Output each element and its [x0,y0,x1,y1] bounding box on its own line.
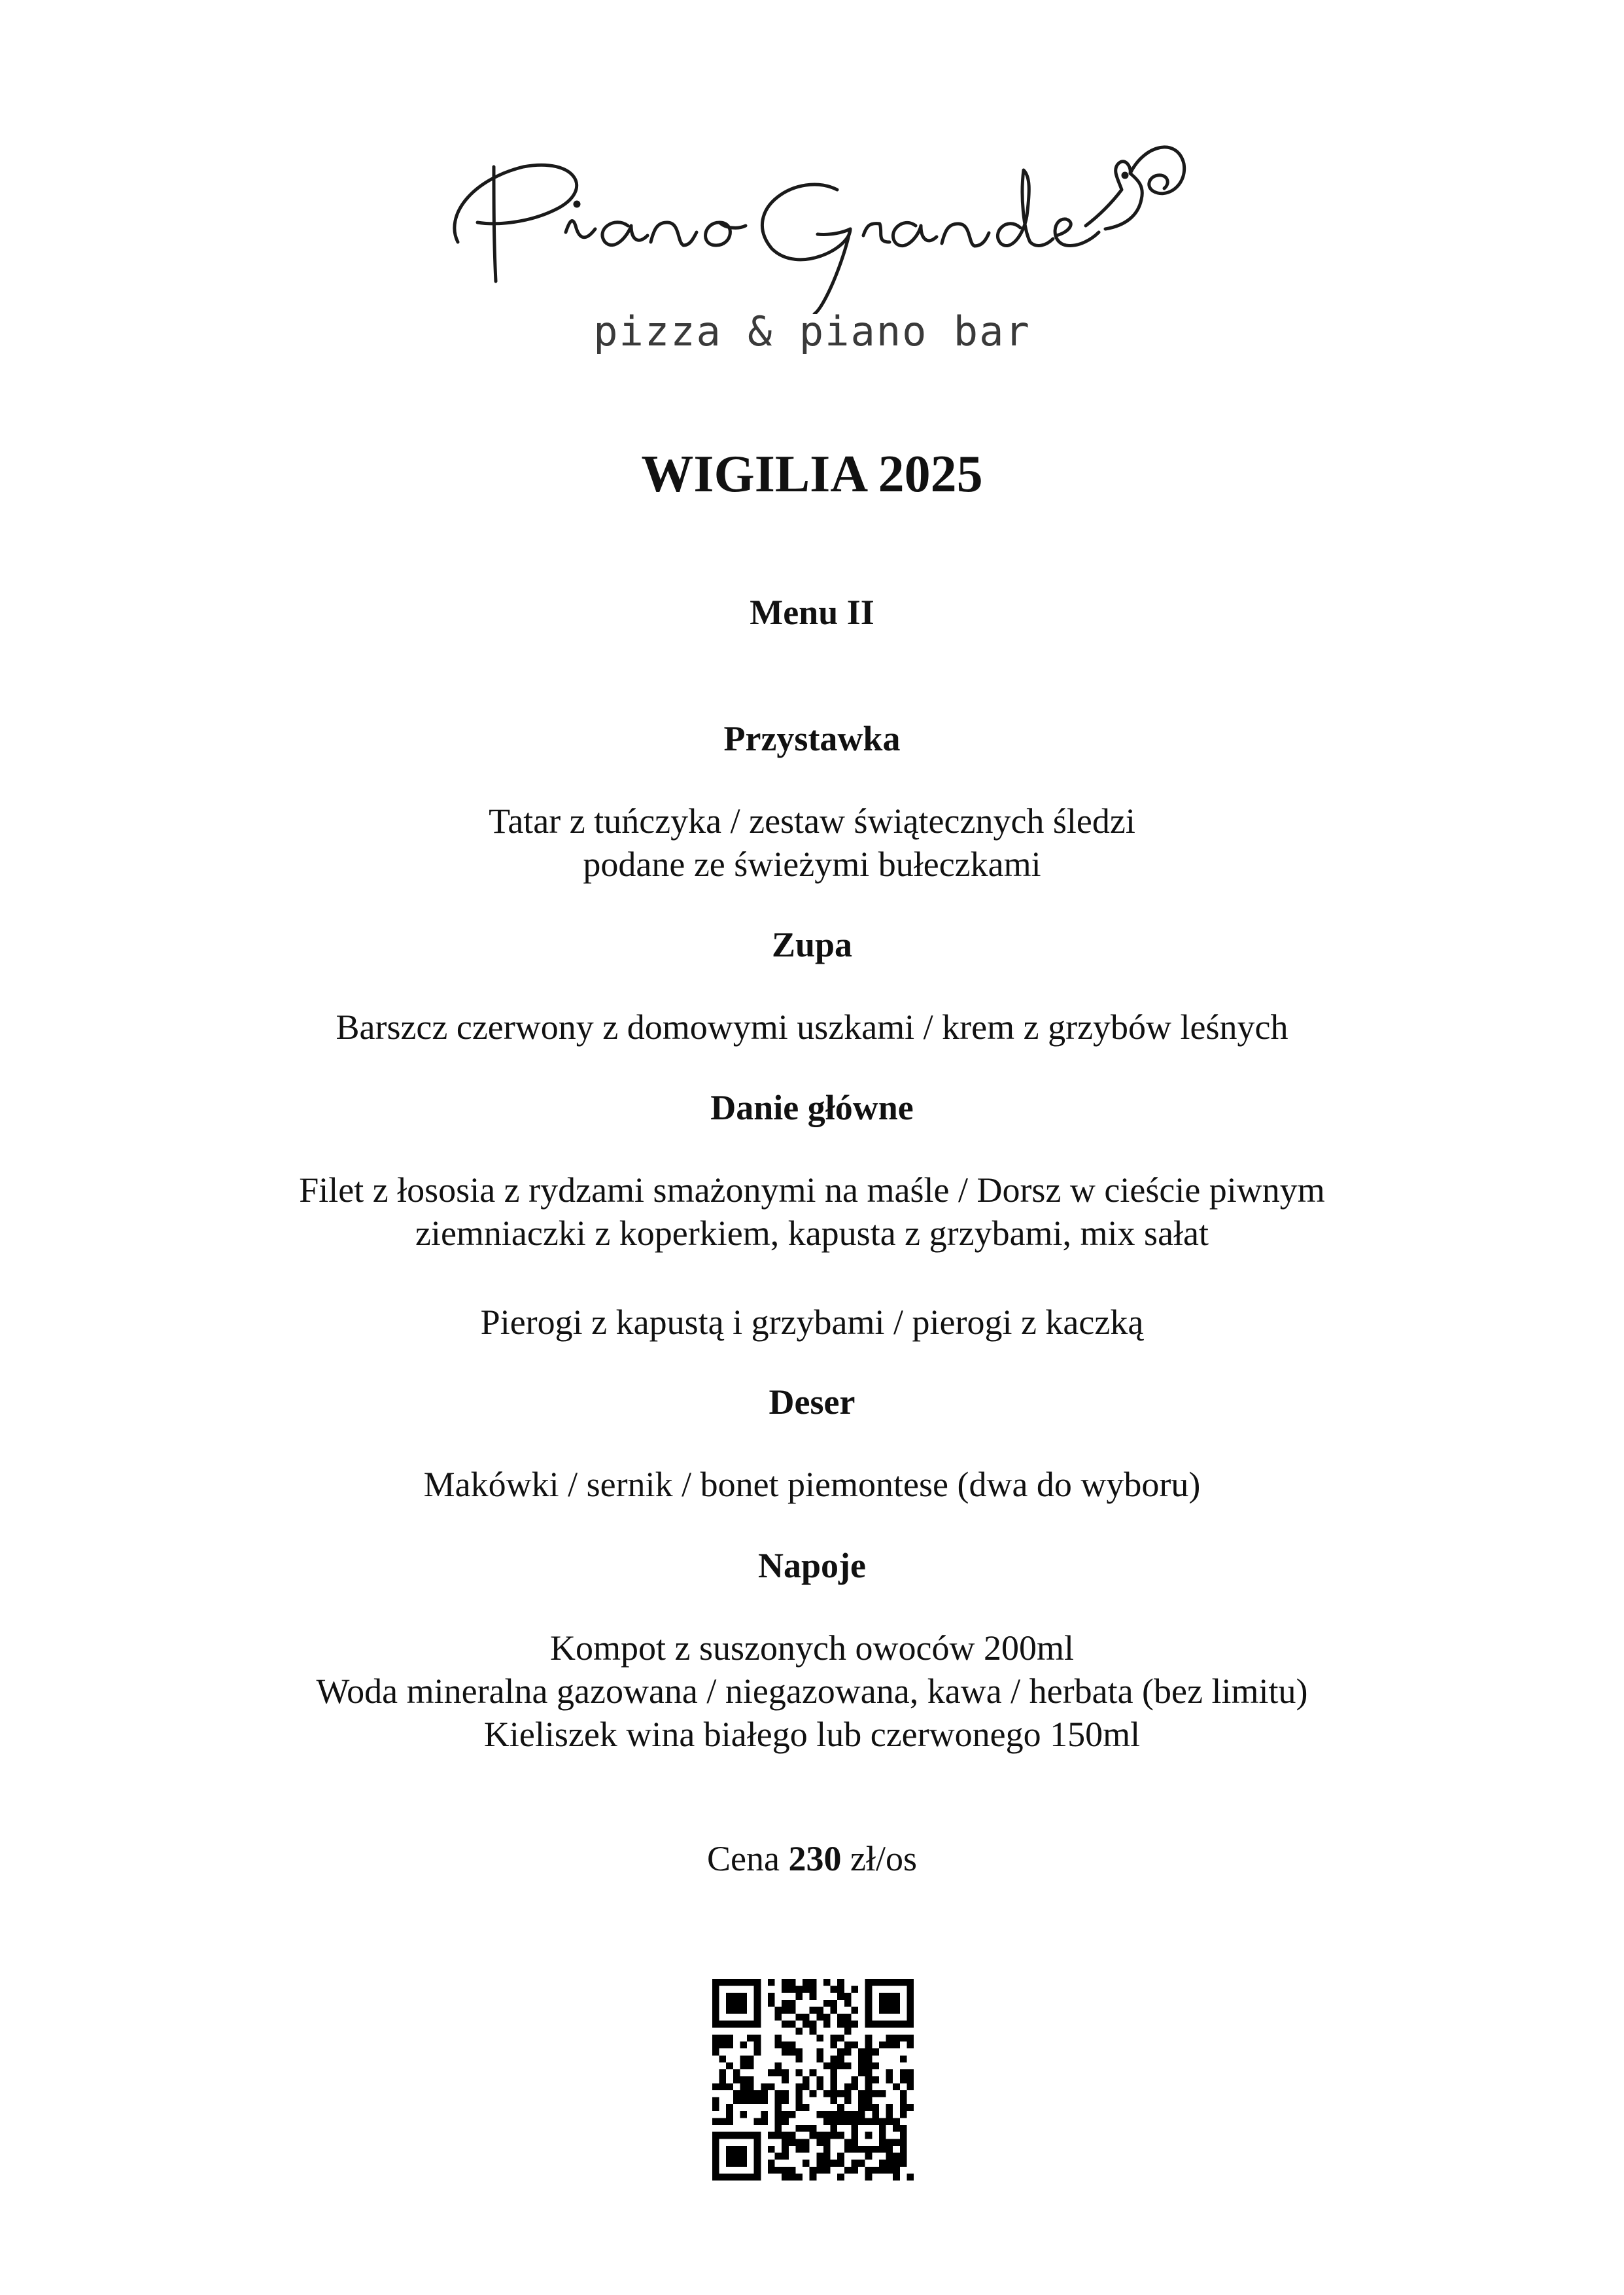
tagline: pizza & piano bar [593,307,1031,355]
page-title: WIGILIA 2025 [641,446,983,503]
section-heading-main: Danie główne [710,1088,914,1127]
main-line-1: Filet z łososia z rydzami smażonymi na maśle / Dorsz w cieście piwnym [299,1170,1325,1210]
main-line-2: ziemniaczki z koperkiem, kapusta z grzybami, mix sałat [415,1214,1209,1253]
price-amount: 230 [788,1839,842,1878]
section-heading-dessert: Deser [769,1382,855,1422]
drinks-line-2: Woda mineralna gazowana / niegazowana, kawa / herbata (bez limitu) [316,1672,1308,1711]
starter-line-1: Tatar z tuńczyka / zestaw świątecznych śledzi [489,801,1135,841]
price-suffix: zł/os [850,1839,917,1878]
menu-label: Menu II [750,593,874,632]
drinks-line-3: Kieliszek wina białego lub czerwonego 150ml [483,1715,1141,1754]
drinks-line-1: Kompot z suszonych owoców 200ml [550,1628,1074,1668]
qr-code-icon[interactable] [712,1979,914,2181]
price-prefix: Cena [707,1839,780,1878]
starter-line-2: podane ze świeżymi bułeczkami [583,845,1041,884]
main-extra-line: Pierogi z kapustą i grzybami / pierogi z kaczką [480,1303,1144,1342]
price-line [0,1838,1624,1879]
section-heading-starter: Przystawka [723,719,901,758]
dessert-line-1: Makówki / sernik / bonet piemontese (dwa do wyboru) [423,1465,1201,1504]
piano-grande-logo [432,118,1190,314]
section-heading-soup: Zupa [771,925,853,964]
section-heading-drinks: Napoje [758,1546,866,1585]
soup-line-1: Barszcz czerwony z domowymi uszkami / krem z grzybów leśnych [336,1007,1288,1047]
